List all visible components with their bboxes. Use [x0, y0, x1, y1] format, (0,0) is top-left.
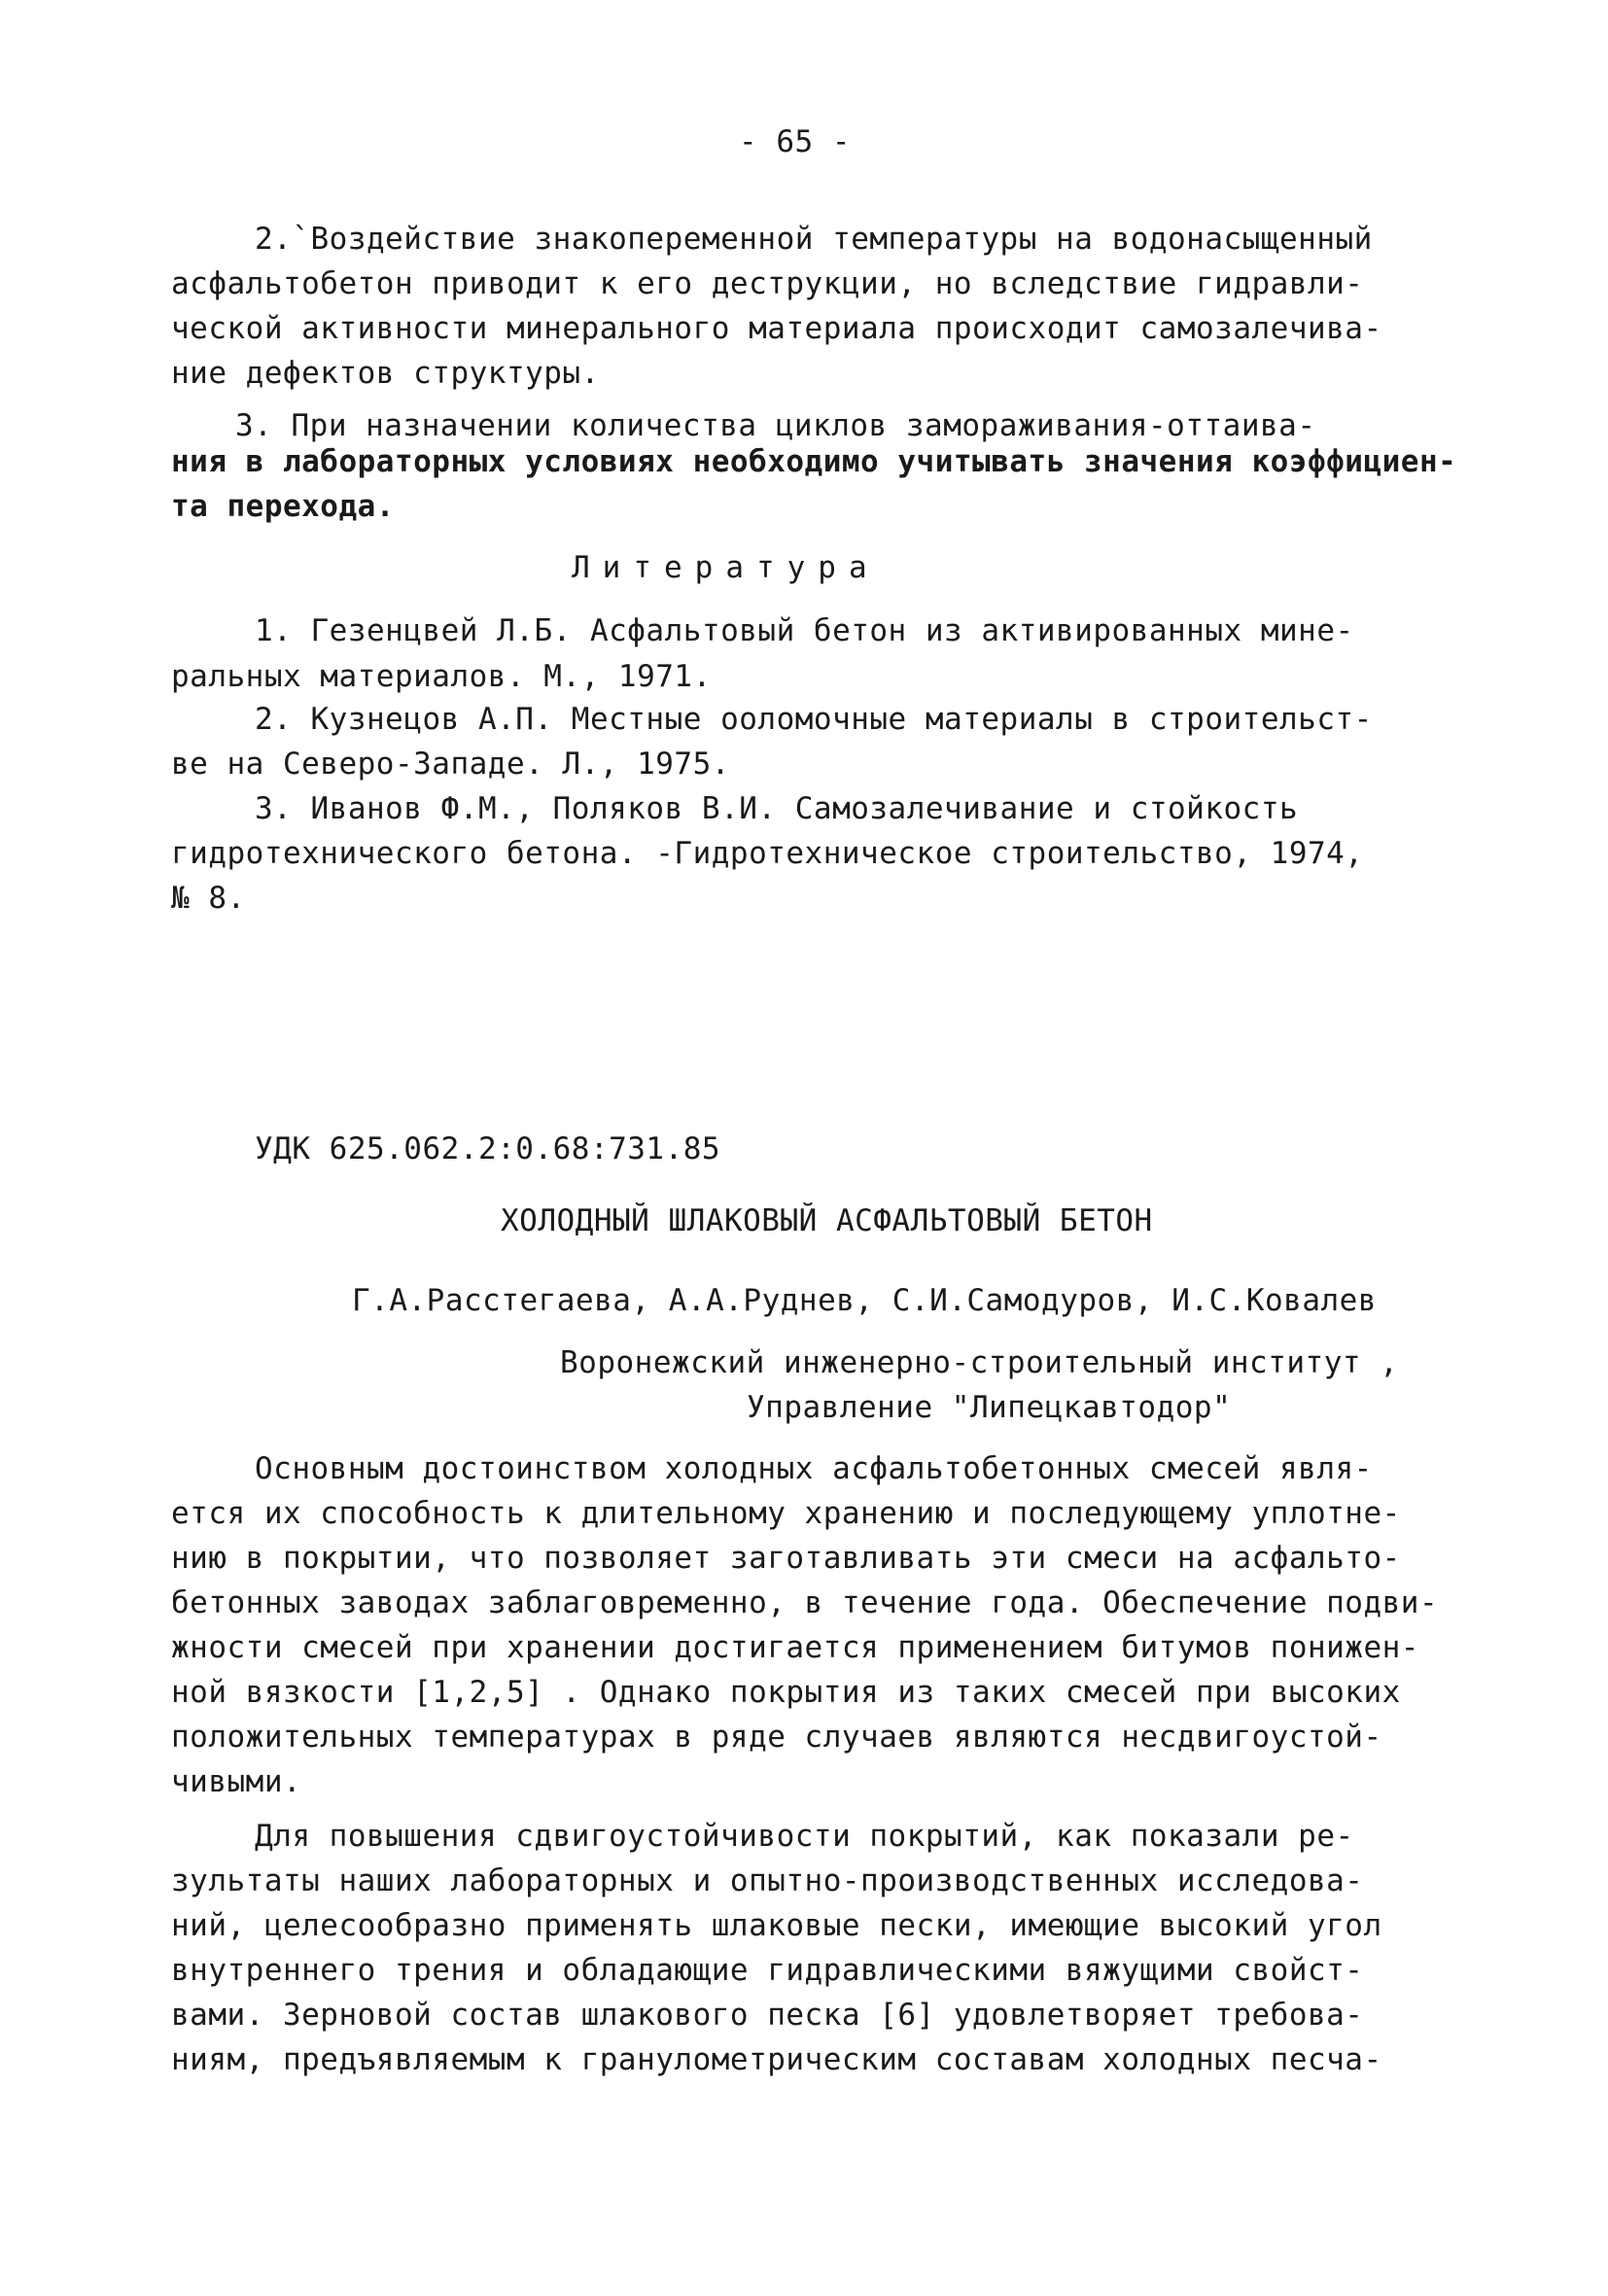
- reference-line: ве на Северо-Западе. Л., 1975.: [171, 747, 730, 782]
- reference-line: 3. Иванов Ф.М., Поляков В.И. Самозалечивание и стойкость: [255, 791, 1299, 826]
- literature-heading: Литература: [572, 550, 880, 585]
- conclusion-line: асфальтобетон приводит к его деструкции, но вследствие гидравли-: [171, 266, 1364, 301]
- affiliation-line: Воронежский инженерно-строительный институт ,: [560, 1345, 1399, 1380]
- body-line: положительных температурах в ряде случаев являются несдвигоустой-: [171, 1720, 1382, 1755]
- body-line: ной вязкости [1,2,5] . Однако покрытия из таких смесей при высоких: [171, 1675, 1401, 1710]
- reference-line: № 8.: [171, 881, 246, 916]
- body-line: зультаты наших лабораторных и опытно-производственных исследова-: [171, 1863, 1364, 1898]
- conclusion-line: 2.`Воздействие знакопеременной температуры на водонасыщенный: [255, 222, 1373, 257]
- reference-line: 2. Кузнецов А.П. Местные ооломочные материалы в строительст-: [255, 702, 1373, 737]
- page-number: - 65 -: [739, 124, 851, 159]
- body-line: ется их способность к длительному хранению и последующему уплотне-: [171, 1496, 1401, 1531]
- body-line: ний, целесообразно применять шлаковые пески, имеющие высокий угол: [171, 1908, 1382, 1943]
- udc-code: УДК 625.062.2:0.68:731.85: [255, 1131, 721, 1166]
- reference-line: ральных материалов. М., 1971.: [171, 659, 712, 694]
- authors: Г.А.Расстегаева, А.А.Руднев, С.И.Самодуров, И.С.Ковалев: [352, 1283, 1377, 1318]
- body-line: жности смесей при хранении достигается применением битумов понижен-: [171, 1630, 1419, 1665]
- conclusion-line: ния в лабораторных условиях необходимо учитывать значения коэффициен-: [171, 444, 1457, 479]
- body-line: бетонных заводах заблаговременно, в течение года. Обеспечение подви-: [171, 1585, 1439, 1620]
- article-title: ХОЛОДНЫЙ ШЛАКОВЫЙ АСФАЛЬТОВЫЙ БЕТОН: [501, 1203, 1153, 1238]
- reference-line: гидротехнического бетона. -Гидротехническое строительство, 1974,: [171, 836, 1364, 871]
- body-line: Основным достоинством холодных асфальтобетонных смесей явля-: [255, 1451, 1373, 1486]
- body-line: внутреннего трения и обладающие гидравлическими вяжущими свойст-: [171, 1953, 1364, 1988]
- reference-line: 1. Гезенцвей Л.Б. Асфальтовый бетон из активированных мине-: [255, 613, 1354, 648]
- body-line: чивыми.: [171, 1764, 302, 1799]
- body-line: вами. Зерновой состав шлакового песка [6] удовлетворяет требова-: [171, 1998, 1364, 2033]
- affiliation-line: Управление "Липецкавтодор": [747, 1390, 1232, 1425]
- conclusion-line: ние дефектов структуры.: [171, 356, 600, 391]
- body-line: Для повышения сдвигоустойчивости покрытий, как показали ре-: [255, 1819, 1354, 1854]
- body-line: нию в покрытии, что позволяет заготавливать эти смеси на асфальто-: [171, 1541, 1401, 1576]
- conclusion-line: 3. При назначении количества циклов замораживания-оттаива-: [235, 408, 1316, 443]
- body-line: ниям, предъявляемым к гранулометрическим составам холодных песча-: [171, 2042, 1382, 2077]
- conclusion-line: ческой активности минерального материала происходит самозалечива-: [171, 311, 1382, 346]
- conclusion-line: та перехода.: [171, 489, 395, 524]
